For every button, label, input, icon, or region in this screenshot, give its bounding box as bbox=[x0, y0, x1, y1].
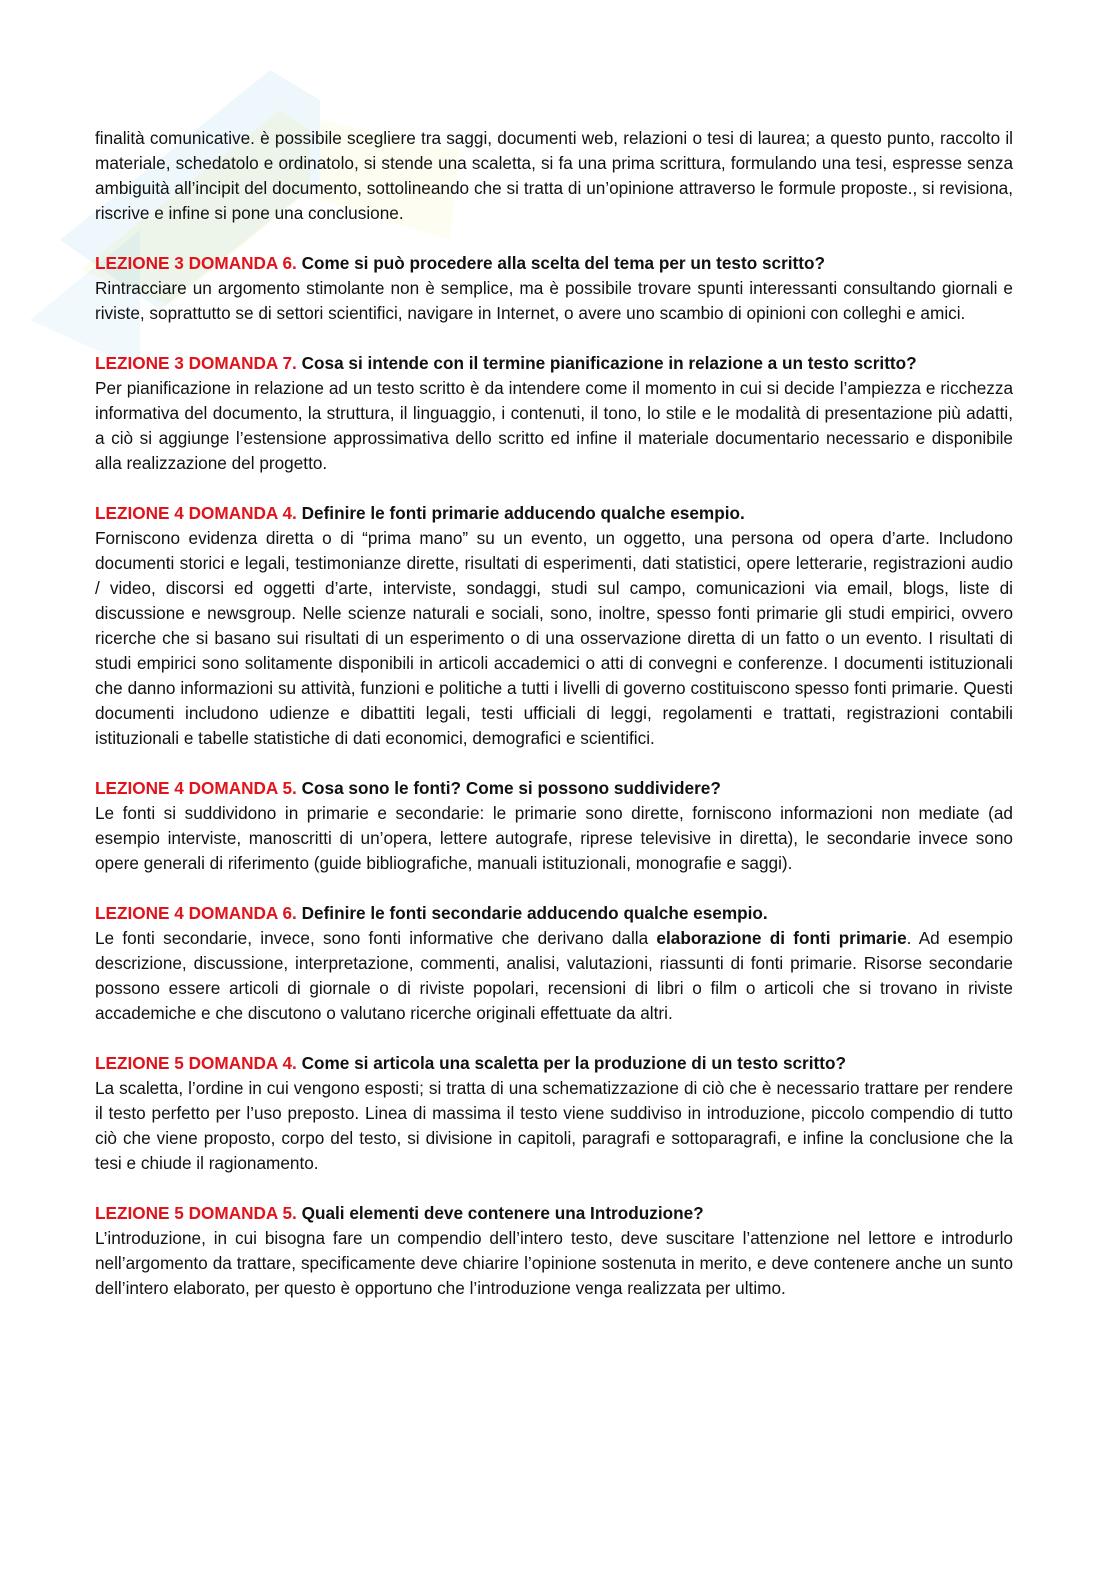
question-heading bbox=[95, 501, 1013, 526]
answer-bold-phrase: elaborazione di fonti primarie bbox=[656, 928, 907, 948]
lesson-label: LEZIONE 3 DOMANDA 7. bbox=[95, 353, 297, 373]
intro-paragraph: finalità comunicative. è possibile scegliere tra saggi, documenti web, relazioni o tesi di laurea; a questo punto, raccolto il materiale, schedatolo e ordinatolo, si stende una scaletta, si fa una prima scrittura, formulando una tesi, espresse senza ambiguità all’incipit del documento, sottolineando che si tratta di un’opinione attraverso le formule proposte., si revisiona, riscrive e infine si pone una conclusione. bbox=[95, 128, 1013, 223]
lesson-label: LEZIONE 4 DOMANDA 4. bbox=[95, 503, 297, 523]
question-text: Definire le fonti secondarie adducendo qualche esempio. bbox=[301, 903, 768, 923]
lesson-label: LEZIONE 5 DOMANDA 4. bbox=[95, 1053, 297, 1073]
section-l4-d5 bbox=[95, 776, 1013, 876]
lesson-label: LEZIONE 4 DOMANDA 6. bbox=[95, 903, 297, 923]
question-heading bbox=[95, 351, 1013, 376]
section-l4-d6 bbox=[95, 901, 1013, 1026]
answer-paragraph: L’introduzione, in cui bisogna fare un compendio dell’intero testo, deve suscitare l’attenzione nel lettore e introdurlo nell’argomento da trattare, specificamente deve chiarire l’opinione sostenuta in merito, e deve contenere anche un sunto dell’intero elaborato, per questo è opportuno che l’introduzione venga realizzata per ultimo. bbox=[95, 1228, 1013, 1298]
section-l5-d4 bbox=[95, 1051, 1013, 1176]
question-text: Quali elementi deve contenere una Introduzione? bbox=[301, 1203, 704, 1223]
lesson-label: LEZIONE 3 DOMANDA 6. bbox=[95, 253, 297, 273]
question-text: Cosa sono le fonti? Come si possono suddividere? bbox=[301, 778, 721, 798]
answer-paragraph: La scaletta, l’ordine in cui vengono esposti; si tratta di una schematizzazione di ciò che è necessario trattare per rendere il testo perfetto per l’uso preposto. Linea di massima il testo viene suddiviso in introduzione, piccolo compendio di tutto ciò che viene proposto, corpo del testo, si divisione in capitoli, paragrafi e sottoparagrafi, e infine la conclusione che la tesi e chiude il ragionamento. bbox=[95, 1078, 1013, 1173]
lesson-label: LEZIONE 5 DOMANDA 5. bbox=[95, 1203, 297, 1223]
question-heading bbox=[95, 901, 1013, 926]
question-text: Come si articola una scaletta per la produzione di un testo scritto? bbox=[301, 1053, 846, 1073]
question-text: Cosa si intende con il termine pianificazione in relazione a un testo scritto? bbox=[301, 353, 917, 373]
question-heading bbox=[95, 1201, 1013, 1226]
question-heading bbox=[95, 776, 1013, 801]
answer-paragraph: Forniscono evidenza diretta o di “prima mano” su un evento, un oggetto, una persona od opera d’arte. Includono documenti storici e legali, testimonianze dirette, risultati di esperimenti, dati statistici, opere letterarie, registrazioni audio / video, discorsi ed oggetti d’arte, interviste, sondaggi, studi sul campo, comunicazioni via email, blogs, liste di discussione e newsgroup. Nelle scienze naturali e sociali, sono, inoltre, spesso fonti primarie gli studi empirici, ovvero ricerche che si basano sui risultati di un esperimento o di una osservazione diretta di un fatto o un evento. I risultati di studi empirici sono solitamente disponibili in articoli accademici o atti di convegni e conferenze. I documenti istituzionali che danno informazioni su attività, funzioni e politiche a tutti i livelli di governo costituiscono spesso fonti primarie. Questi documenti includono udienze e dibattiti legali, testi ufficiali di leggi, regolamenti e trattati, registrazioni contabili istituzionali e tabelle statistiche di dati economici, demografici e scientifici. bbox=[95, 528, 1013, 748]
question-heading bbox=[95, 251, 1013, 276]
section-l4-d4 bbox=[95, 501, 1013, 751]
question-heading bbox=[95, 1051, 1013, 1076]
section-l5-d5 bbox=[95, 1201, 1013, 1301]
lesson-label: LEZIONE 4 DOMANDA 5. bbox=[95, 778, 297, 798]
document-body bbox=[95, 126, 1013, 1301]
answer-text-start: Le fonti secondarie, invece, sono fonti informative che derivano dalla bbox=[95, 928, 657, 948]
answer-paragraph bbox=[95, 926, 1013, 1026]
answer-paragraph: Rintracciare un argomento stimolante non è semplice, ma è possibile trovare spunti interessanti consultando giornali e riviste, soprattutto se di settori scientifici, navigare in Internet, o avere uno scambio di opinioni con colleghi e amici. bbox=[95, 278, 1013, 323]
question-text: Come si può procedere alla scelta del tema per un testo scritto? bbox=[301, 253, 826, 273]
question-text: Definire le fonti primarie adducendo qualche esempio. bbox=[301, 503, 745, 523]
section-l3-d7 bbox=[95, 351, 1013, 476]
answer-paragraph: Le fonti si suddividono in primarie e secondarie: le primarie sono dirette, forniscono informazioni non mediate (ad esempio interviste, manoscritti di un’opera, lettere autografe, riprese televisive in diretta), le secondarie invece sono opere generali di riferimento (guide bibliografiche, manuali istituzionali, monografie e saggi). bbox=[95, 803, 1013, 873]
answer-text-end: . Ad esempio descrizione, discussione, interpretazione, commenti, analisi, valutazioni, riassunti di fonti primarie. Risorse secondarie possono essere articoli di giornale o di riviste popolari, recensioni di libri o film o articoli che si trovano in riviste accademiche e che discutono o valutano ricerche originali effettuate da altri. bbox=[95, 928, 1013, 1023]
answer-paragraph: Per pianificazione in relazione ad un testo scritto è da intendere come il momento in cui si decide l’ampiezza e ricchezza informativa del documento, la struttura, il linguaggio, i contenuti, il tono, lo stile e le modalità di presentazione più adatti, a ciò si aggiunge l’estensione approssimativa dello scritto ed infine il materiale documentario necessario e disponibile alla realizzazione del progetto. bbox=[95, 378, 1013, 473]
section-l3-d6 bbox=[95, 251, 1013, 326]
